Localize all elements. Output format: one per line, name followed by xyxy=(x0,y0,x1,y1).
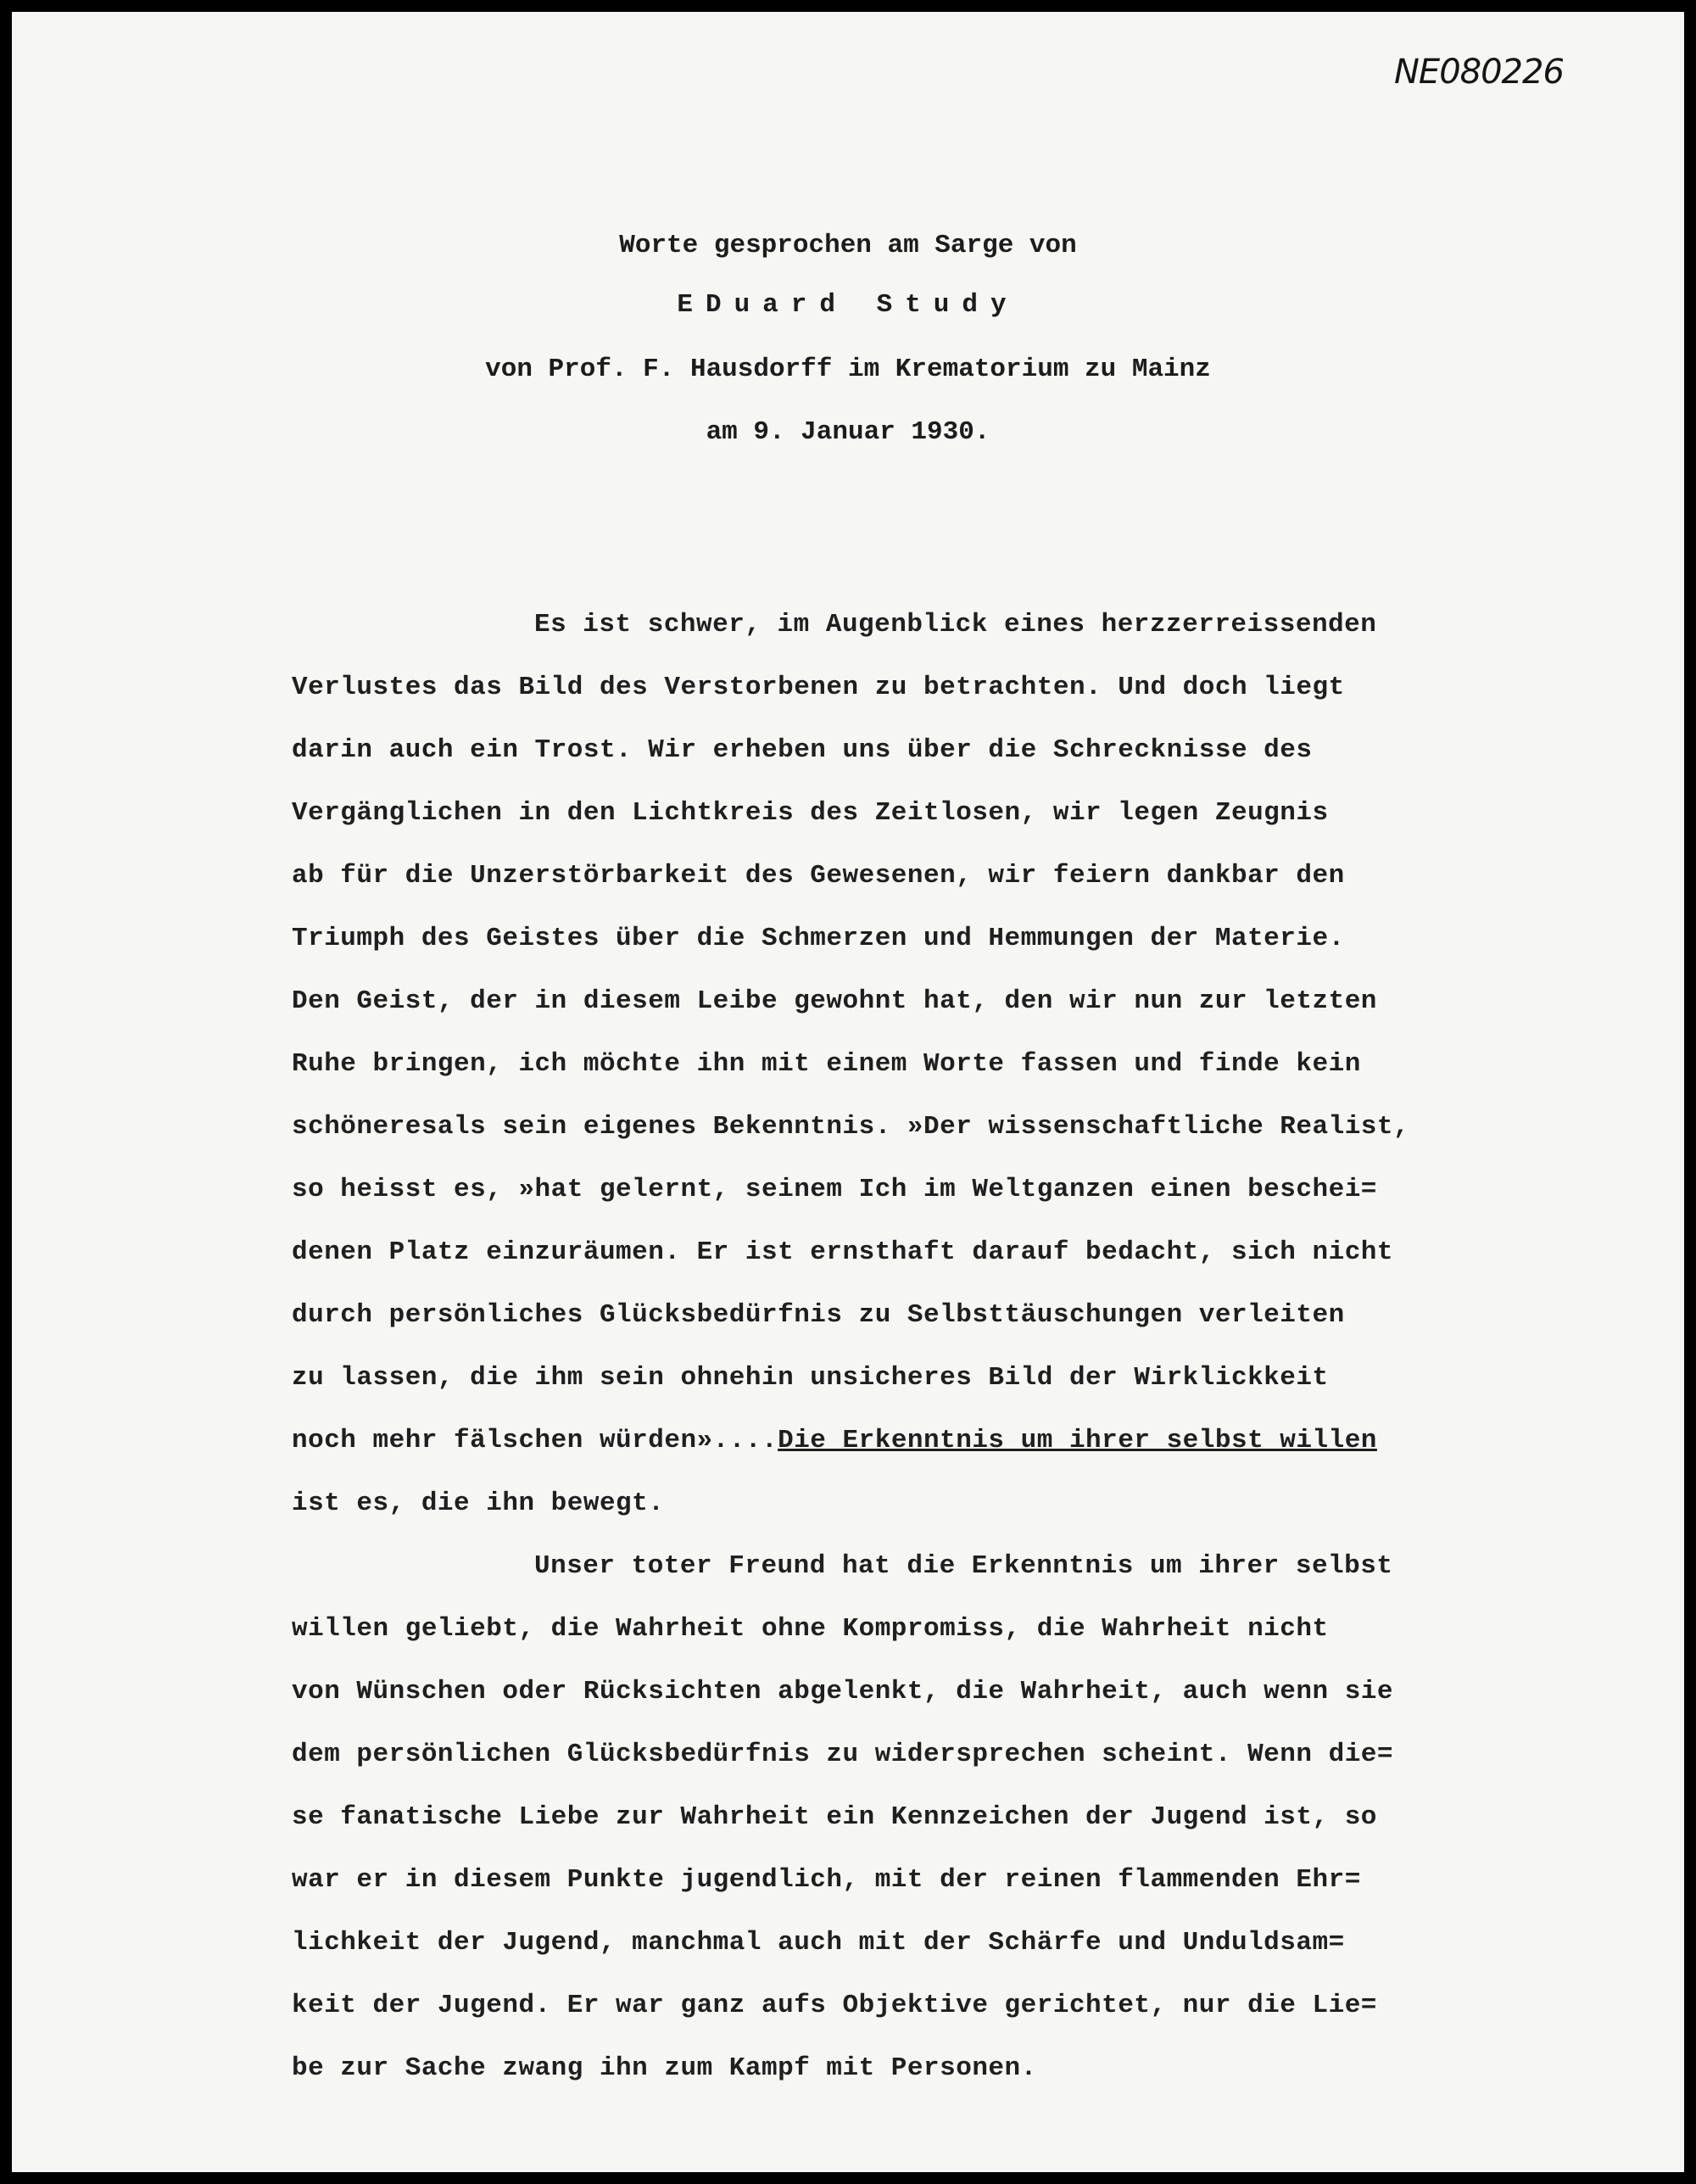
body-line: be zur Sache zwang ihn zum Kampf mit Personen. xyxy=(292,2053,1037,2083)
body-line: Ruhe bringen, ich möchte ihn mit einem Worte fassen und finde kein xyxy=(292,1049,1361,1079)
body-line: Den Geist, der in diesem Leibe gewohnt hat, den wir nun zur letzten xyxy=(292,986,1377,1016)
body-line: ab für die Unzerstörbarkeit des Gewesenen, wir feiern dankbar den xyxy=(292,861,1345,891)
body-line: Triumph des Geistes über die Schmerzen und Hemmungen der Materie. xyxy=(292,924,1345,953)
body-line: schöneresals sein eigenes Bekenntnis. »Der wissenschaftliche Realist, xyxy=(292,1112,1410,1142)
heading-line-1: Worte gesprochen am Sarge von xyxy=(619,231,1077,260)
body-line: Unser toter Freund hat die Erkenntnis um ihrer selbst xyxy=(534,1551,1393,1581)
heading-date: am 9. Januar 1930. xyxy=(706,417,990,447)
body-line: so heisst es, »hat gelernt, seinem Ich im Weltganzen einen beschei= xyxy=(292,1175,1377,1204)
archive-id-handwritten: NE080226 xyxy=(1394,53,1564,92)
body-line: durch persönliches Glücksbedürfnis zu Selbsttäuschungen verleiten xyxy=(292,1300,1345,1330)
body-line: se fanatische Liebe zur Wahrheit ein Kennzeichen der Jugend ist, so xyxy=(292,1802,1377,1832)
body-line: darin auch ein Trost. Wir erheben uns über die Schrecknisse des xyxy=(292,735,1313,765)
body-line: Es ist schwer, im Augenblick eines herzzerreissenden xyxy=(534,610,1377,640)
body-line: war er in diesem Punkte jugendlich, mit der reinen flammenden Ehr= xyxy=(292,1865,1361,1895)
body-line xyxy=(292,1426,1377,1455)
underlined-phrase: Die Erkenntnis um ihrer selbst willen xyxy=(778,1426,1377,1455)
body-line: lichkeit der Jugend, manchmal auch mit der Schärfe und Unduldsam= xyxy=(292,1928,1345,1958)
body-line: denen Platz einzuräumen. Er ist ernsthaft darauf bedacht, sich nicht xyxy=(292,1237,1394,1267)
body-line: Verlustes das Bild des Verstorbenen zu betrachten. Und doch liegt xyxy=(292,673,1345,702)
body-line: keit der Jugend. Er war ganz aufs Objektive gerichtet, nur die Lie= xyxy=(292,1991,1377,2020)
body-line-text: noch mehr fälschen würden».... xyxy=(292,1426,778,1455)
body-line: Vergänglichen in den Lichtkreis des Zeitlosen, wir legen Zeugnis xyxy=(292,798,1329,828)
heading-line-3: von Prof. F. Hausdorff im Krematorium zu Mainz xyxy=(485,355,1211,384)
body-line: willen geliebt, die Wahrheit ohne Kompromiss, die Wahrheit nicht xyxy=(292,1614,1329,1644)
body-line: von Wünschen oder Rücksichten abgelenkt, die Wahrheit, auch wenn sie xyxy=(292,1677,1394,1706)
body-line: zu lassen, die ihm sein ohnehin unsicheres Bild der Wirklickkeit xyxy=(292,1363,1329,1393)
heading-name: EDuard Study xyxy=(677,290,1019,320)
body-line: ist es, die ihn bewegt. xyxy=(292,1489,665,1518)
typescript-page xyxy=(12,12,1684,2172)
body-line: dem persönlichen Glücksbedürfnis zu widersprechen scheint. Wenn die= xyxy=(292,1740,1394,1769)
